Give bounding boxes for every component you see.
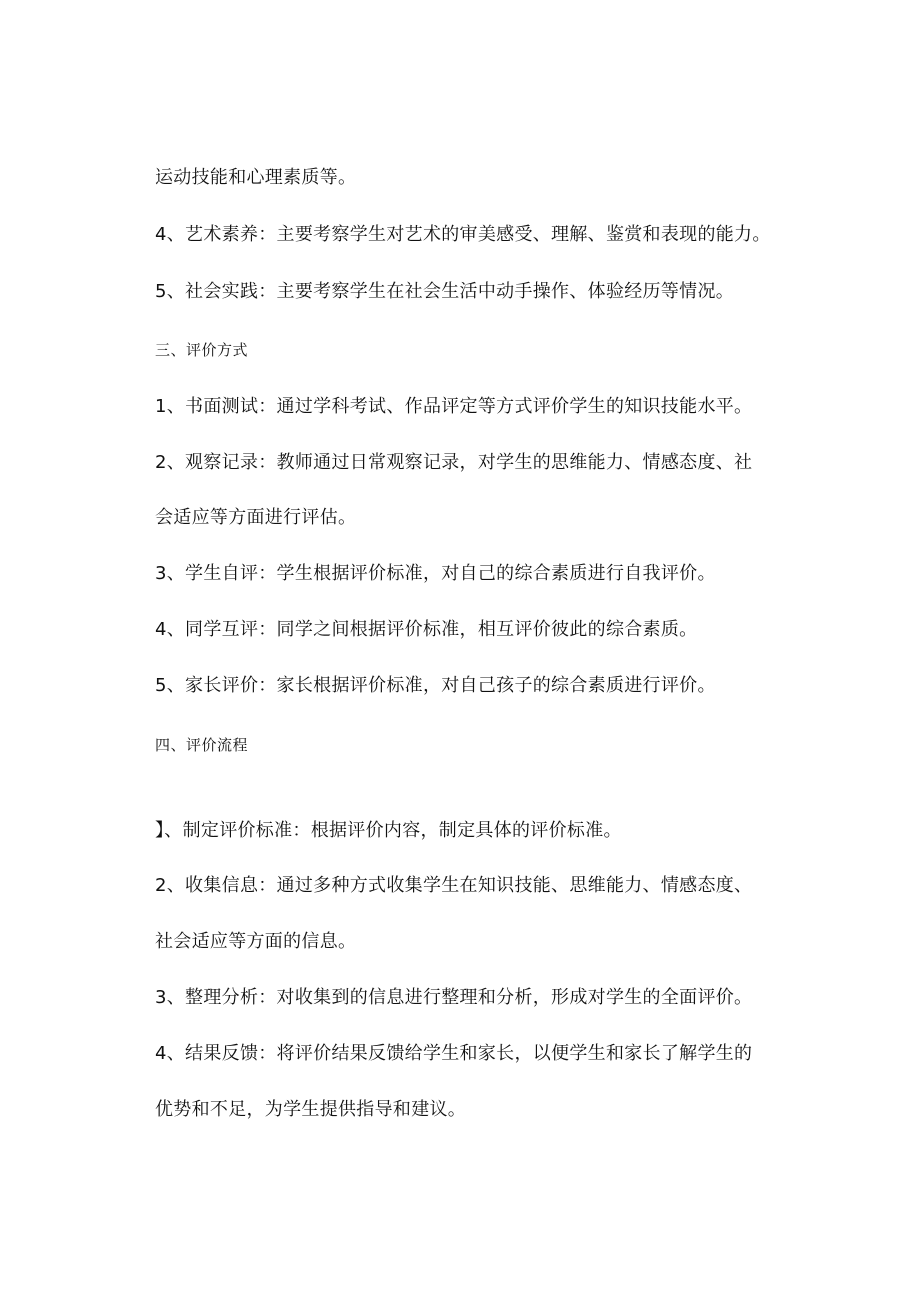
list-item-parent-evaluation: 5、家长评价：家长根据评价标准，对自己孩子的综合素质进行评价。 [155,675,716,696]
list-item-feedback: 4、结果反馈：将评价结果反馈给学生和家长，以便学生和家长了解学生的 [155,1043,753,1064]
list-item-analysis: 3、整理分析：对收集到的信息进行整理和分析，形成对学生的全面评价。 [155,987,753,1008]
list-item-social-practice: 5、社会实践：主要考察学生在社会生活中动手操作、体验经历等情况。 [155,281,735,302]
paragraph-line: 社会适应等方面的信息。 [155,931,357,952]
paragraph-line: 运动技能和心理素质等。 [155,167,357,188]
section-heading-evaluation-methods: 三、评价方式 [155,341,249,359]
list-item-self-evaluation: 3、学生自评：学生根据评价标准，对自己的综合素质进行自我评价。 [155,563,716,584]
paragraph-line: 优势和不足，为学生提供指导和建议。 [155,1099,467,1120]
list-item-collect-info: 2、收集信息：通过多种方式收集学生在知识技能、思维能力、情感态度、 [155,875,753,896]
list-item-peer-evaluation: 4、同学互评：同学之间根据评价标准，相互评价彼此的综合素质。 [155,619,698,640]
list-item-observation-record: 2、观察记录：教师通过日常观察记录，对学生的思维能力、情感态度、社 [155,452,753,473]
paragraph-line: 会适应等方面进行评估。 [155,507,357,528]
list-item-written-test: 1、书面测试：通过学科考试、作品评定等方式评价学生的知识技能水平。 [155,396,753,417]
list-item-art-literacy: 4、艺术素养：主要考察学生对艺术的审美感受、理解、鉴赏和表现的能力。 [155,224,771,245]
section-heading-evaluation-process: 四、评价流程 [155,736,249,754]
list-item-set-standards: 】、制定评价标准：根据评价内容，制定具体的评价标准。 [155,820,622,841]
